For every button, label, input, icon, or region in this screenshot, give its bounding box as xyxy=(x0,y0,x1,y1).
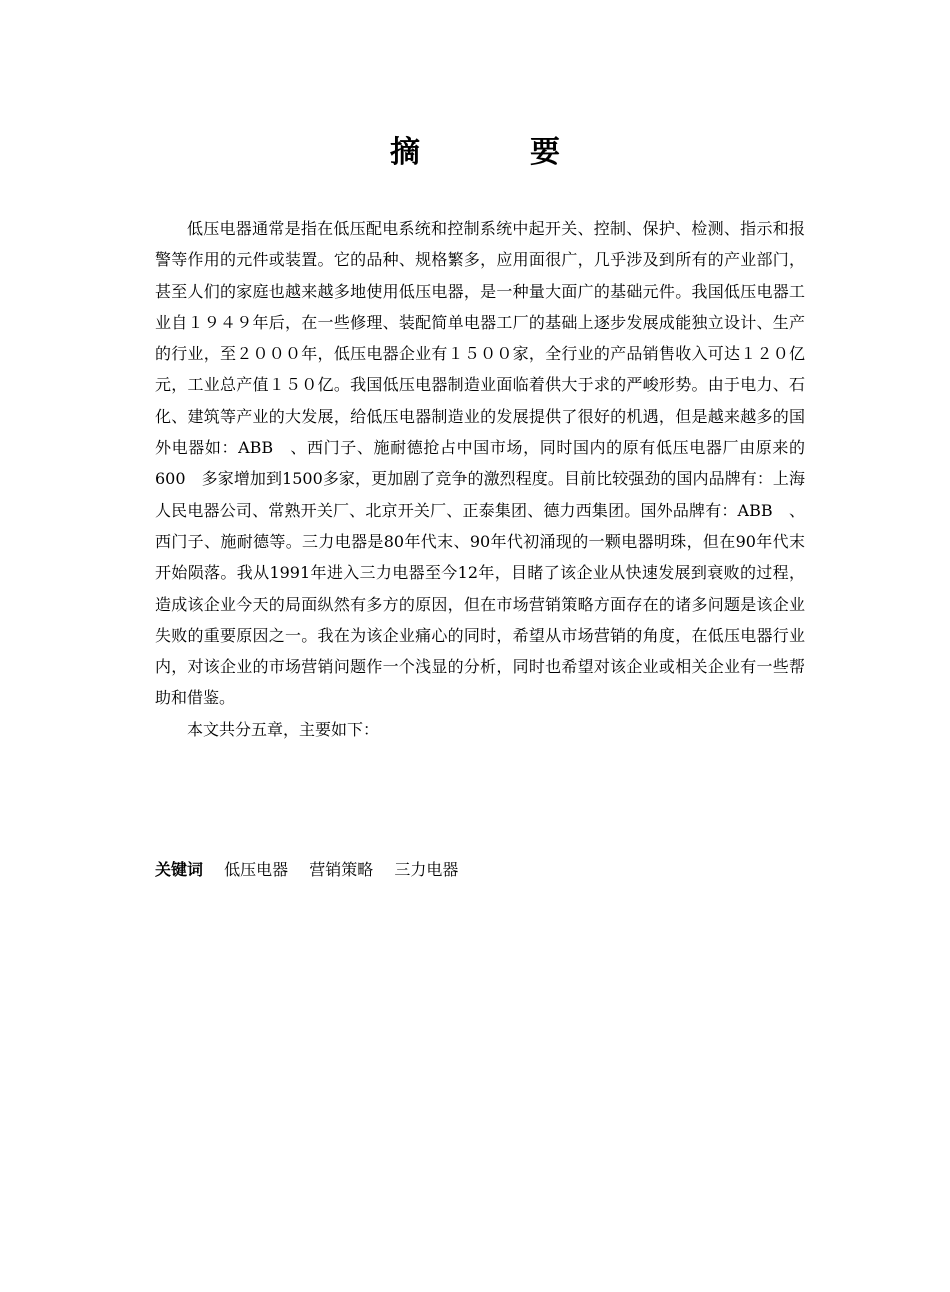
page-title: 摘 要 xyxy=(390,135,600,170)
keywords-line xyxy=(155,854,474,885)
abstract-body xyxy=(155,213,805,745)
abstract-paragraph-1: 低压电器通常是指在低压配电系统和控制系统中起开关、控制、保护、检测、指示和报警等作用的元件或装置。它的品种、规格繁多，应用面很广，几乎涉及到所有的产业部门，甚至人们的家庭也越来越多地使用低压电器，是一种量大面广的基础元件。我国低压电器工业自１９４９年后，在一些修理、装配简单电器工厂的基础上逐步发展成能独立设计、生产的行业，至２０００年，低压电器企业有１５００家，全行业的产品销售收入可达１２０亿元，工业总产值１５０亿。我国低压电器制造业面临着供大于求的严峻形势。由于电力、石化、建筑等产业的大发展，给低压电器制造业的发展提供了很好的机遇，但是越来越多的国外电器如：ABB 、西门子、施耐德抢占中国市场，同时国内的原有低压电器厂由原来的600 多家增加到1500多家，更加剧了竞争的激烈程度。目前比较强劲的国内品牌有：上海人民电器公司、常熟开关厂、北京开关厂、正泰集团、德力西集团。国外品牌有：ABB 、西门子、施耐德等。三力电器是80年代末、90年代初涌现的一颗电器明珠，但在90年代末开始陨落。我从1991年进入三力电器至今12年，目睹了该企业从快速发展到衰败的过程，造成该企业今天的局面纵然有多方的原因，但在市场营销策略方面存在的诸多问题是该企业失败的重要原因之一。我在为该企业痛心的同时，希望从市场营销的角度，在低压电器行业内，对该企业的市场营销问题作一个浅显的分析，同时也希望对该企业或相关企业有一些帮助和借鉴。 xyxy=(155,219,805,708)
keyword-item: 三力电器 xyxy=(394,860,459,879)
abstract-paragraph-2: 本文共分五章，主要如下： xyxy=(187,719,380,739)
keywords-label: 关键词 xyxy=(155,860,204,879)
keyword-item: 低压电器 xyxy=(224,860,289,879)
keyword-item: 营销策略 xyxy=(309,860,374,879)
